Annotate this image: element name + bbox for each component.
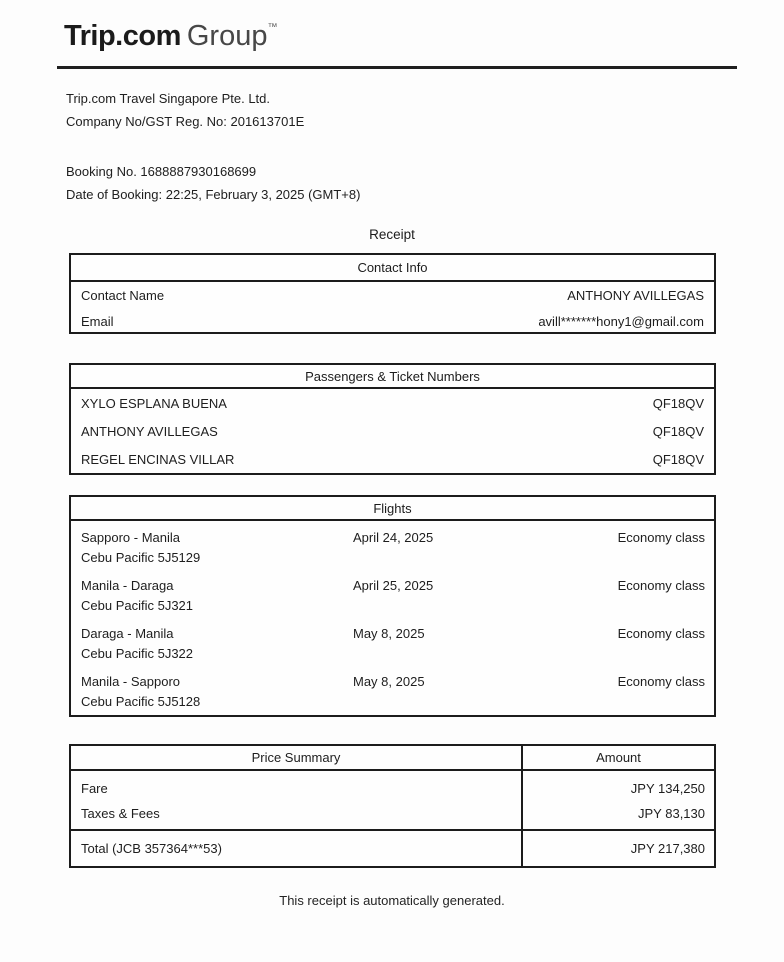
logo-tripcom-text: Trip.com	[64, 20, 181, 52]
contact-email-row	[71, 308, 714, 334]
passenger-row	[71, 445, 714, 473]
flight-carrier: Cebu Pacific 5J5129	[81, 550, 201, 565]
contact-name-row	[71, 282, 714, 308]
total-amount: JPY 217,380	[630, 841, 705, 856]
passenger-row	[71, 389, 714, 417]
passenger-name: ANTHONY AVILLEGAS	[81, 423, 218, 439]
flight-cabin-class: Economy class	[617, 674, 705, 689]
header-divider	[57, 66, 737, 69]
flight-row	[71, 617, 714, 665]
contact-email-label: Email	[81, 313, 114, 329]
passenger-name: XYLO ESPLANA BUENA	[81, 395, 227, 411]
flight-date: April 25, 2025	[353, 578, 434, 593]
price-summary-table	[69, 744, 716, 868]
ticket-number: QF18QV	[652, 423, 704, 439]
flight-cabin-class: Economy class	[617, 530, 705, 545]
amount-header: Amount	[596, 750, 641, 765]
tripcom-group-logo	[64, 20, 277, 53]
taxes-fees-amount: JPY 83,130	[638, 806, 705, 821]
flight-carrier: Cebu Pacific 5J5128	[81, 694, 201, 709]
contact-info-table	[69, 253, 716, 334]
flight-row	[71, 521, 714, 569]
passengers-header: Passengers & Ticket Numbers	[71, 365, 714, 389]
flight-cabin-class: Economy class	[617, 578, 705, 593]
flight-carrier: Cebu Pacific 5J322	[81, 646, 194, 661]
flight-row	[71, 665, 714, 713]
booking-number: Booking No. 1688887930168699	[66, 164, 257, 179]
booking-date: Date of Booking: 22:25, February 3, 2025 (GMT+8)	[66, 187, 361, 202]
flight-date: May 8, 2025	[353, 626, 425, 641]
fare-label: Fare	[81, 781, 108, 796]
passenger-row	[71, 417, 714, 445]
flight-date: April 24, 2025	[353, 530, 434, 545]
contact-name-value: ANTHONY AVILLEGAS	[567, 287, 704, 303]
taxes-fees-label: Taxes & Fees	[81, 806, 160, 821]
passenger-name: REGEL ENCINAS VILLAR	[81, 451, 235, 467]
total-label: Total (JCB 357364***53)	[71, 831, 523, 866]
logo-group-text: Group	[186, 20, 268, 52]
flight-carrier: Cebu Pacific 5J321	[81, 598, 194, 613]
flight-cabin-class: Economy class	[617, 626, 705, 641]
flight-route: Manila - Sapporo	[81, 674, 180, 689]
price-summary-header: Price Summary	[71, 746, 523, 769]
total-row	[71, 829, 714, 866]
price-summary-body	[71, 771, 714, 829]
contact-email-value: avill*******hony1@gmail.com	[538, 313, 704, 329]
flights-table	[69, 495, 716, 717]
company-registration: Company No/GST Reg. No: 201613701E	[66, 114, 305, 129]
flight-route: Sapporo - Manila	[81, 530, 180, 545]
flight-route: Daraga - Manila	[81, 626, 174, 641]
auto-generated-note: This receipt is automatically generated.	[279, 893, 505, 908]
company-name: Trip.com Travel Singapore Pte. Ltd.	[66, 91, 271, 106]
flight-date: May 8, 2025	[353, 674, 425, 689]
contact-name-label: Contact Name	[81, 287, 165, 303]
contact-info-header: Contact Info	[71, 255, 714, 282]
price-summary-header-row	[71, 746, 714, 771]
ticket-number: QF18QV	[652, 395, 704, 411]
fare-amount: JPY 134,250	[630, 781, 705, 796]
flight-row	[71, 569, 714, 617]
flight-route: Manila - Daraga	[81, 578, 174, 593]
flights-header: Flights	[71, 497, 714, 521]
passengers-table	[69, 363, 716, 475]
page-title: Receipt	[369, 227, 415, 242]
ticket-number: QF18QV	[652, 451, 704, 467]
trademark-symbol: ™	[267, 22, 277, 33]
